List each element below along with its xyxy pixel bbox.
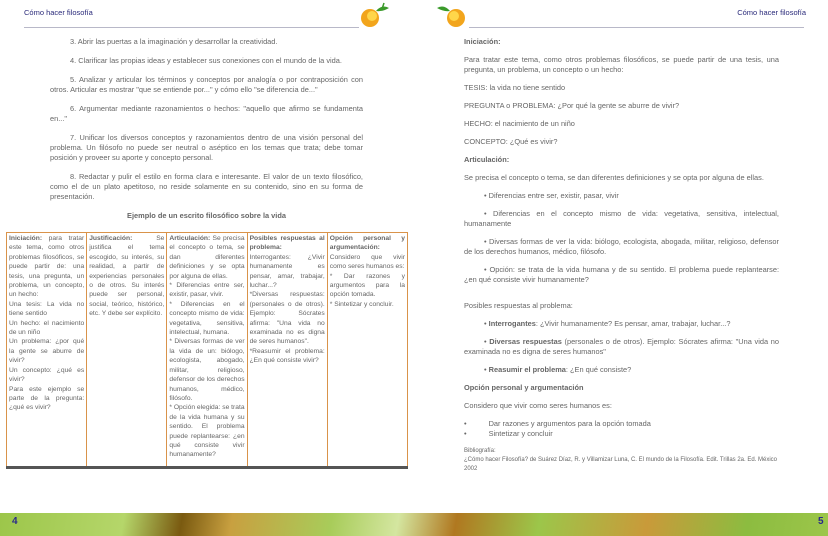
cell-text: para tratar este tema, como otros problemas filosóficos, se puede partir de: una tesis, una pregunta, un problema, un concepto, un hecho: Una tesis: La vida no tiene sentido Un hecho: el nacimiento de un niño Un problema: ¿por qué la gente se aburre de vivir? Un concepto: ¿qué es vivir? Para este ejemplo se parte de la pregunta: ¿qué es vivir?: [9, 235, 85, 412]
page-number-left: 4: [12, 516, 18, 527]
table-cell: [7, 233, 87, 468]
table-cell: [87, 233, 167, 468]
paragraph: CONCEPTO: ¿Qué es vivir?: [464, 137, 558, 146]
paragraph: Para tratar este tema, como otros problemas filosóficos, se puede partir de una tesis, una pregunta, un problema, un concepto o un hecho:: [464, 55, 779, 74]
cell-heading: Iniciación:: [9, 235, 43, 242]
paragraph: 5. Analizar y articular los términos y conceptos por analogía o por contraposición con otros. Articular es mostrar "que se entiende por..." y cómo ello "se diferencia de...": [50, 75, 363, 94]
bibliography-label: Bibliografía:: [464, 448, 496, 454]
paragraph: TESIS: la vida no tiene sentido: [464, 83, 566, 92]
bullet: • Diversas formas de ver la vida: biólogo, ecologista, abogada, militar, religioso, defensor de los derechos humanos, médico, filósofo.: [464, 237, 779, 256]
page-number-right: 5: [818, 516, 824, 527]
footer-band: [0, 513, 828, 536]
paragraph: 4. Clarificar las propias ideas y establecer sus conexiones con el mundo de la vida.: [70, 56, 342, 65]
paragraph: Se precisa el concepto o tema, se dan diferentes definiciones y se opta por alguna de ellas.: [464, 173, 764, 182]
list-item-text: Dar razones y argumentos para la opción tomada: [488, 419, 651, 428]
table-title: Ejemplo de un escrito filosófico sobre la vida: [127, 211, 286, 220]
list-item: • Sintetizar y concluir: [464, 429, 553, 438]
cell-heading: Justificación:: [89, 235, 133, 242]
section-heading: Opción personal y argumentación: [464, 383, 584, 392]
bold-term: Diversas respuestas: [489, 337, 562, 346]
paragraph: 6. Argumentar mediante razonamientos o hechos: "aquello que afirmo se fundamenta en...": [50, 104, 363, 123]
bold-term: Reasumir el problema: [488, 365, 566, 374]
paragraph: 8. Redactar y pulir el estilo en forma clara e interesante. El valor de un texto filosófico, como el de un plato apetitoso, no reside solamente en su contenido, sino en su forma de presentación.: [50, 172, 363, 201]
list-item-text: Sintetizar y concluir: [488, 429, 553, 438]
list-item: • Dar razones y argumentos para la opción tomada: [464, 419, 651, 428]
bullet: • Diferencias entre ser, existir, pasar, vivir: [484, 191, 619, 200]
bullet: • Diferencias en el concepto mismo de vida: vegetativa, sensitiva, intelectual, humanamente: [464, 209, 779, 228]
cell-heading: Posibles respuestas al problema:: [249, 235, 325, 252]
bullet-text: : ¿Vivir humanamente? Es pensar, amar, trabajar, luchar...?: [535, 319, 731, 328]
header-rule: [24, 27, 359, 28]
bullet: • Diversas respuestas (personales o de otros). Ejemplo: Sócrates afirma: "Una vida no examinada no es digna de seres humanos": [464, 337, 779, 356]
example-table: [6, 232, 408, 469]
orange-logo-icon: [360, 2, 390, 28]
cell-text: Se precisa el concepto o tema, se dan diferentes definiciones y se opta por alguna de ellas. * Diferencias entre ser, existir, pasar, vivir. * Diferencias en el concepto mismo de vida: vegetativa, sensitiva, intelectual, humana. * Diversas formas de ver la vida de un: biólogo, ecologista, abogado, militar, religioso, defensor de los derechos humanos, médico, filósofo. * Opción elegida: se trata de la vida humana y su sentido. El problema puede replantearse: ¿en qué consiste vivir humanamente?: [169, 235, 245, 459]
header-rule: [469, 27, 804, 28]
bullet-text: : ¿En qué consiste?: [565, 365, 632, 374]
bold-term: Interrogantes: [488, 319, 536, 328]
right-page: [414, 0, 828, 536]
running-header: Cómo hacer filosofía: [737, 8, 806, 17]
table-cell: [167, 233, 247, 468]
table-cell: [327, 233, 407, 468]
orange-logo-icon: [436, 2, 466, 28]
bullet: • Opción: se trata de la vida humana y de su sentido. El problema puede replantearse: ¿en qué consiste vivir humanamente?: [464, 265, 779, 284]
paragraph: 7. Unificar los diversos conceptos y razonamientos dentro de una visión personal del problema. Un filósofo no puede ser neutral o aséptico en los temas que trata; debe tomar posición y proveer su aporte y concepto personal.: [50, 133, 363, 162]
bullet: • Reasumir el problema: ¿En qué consiste?: [484, 365, 632, 374]
section-heading: Iniciación:: [464, 37, 501, 46]
paragraph: PREGUNTA o PROBLEMA: ¿Por qué la gente se aburre de vivir?: [464, 101, 680, 110]
cell-text: Interrogantes: ¿Vivir humanamente es pensar, amar, trabajar, luchar...? *Diversas respuestas: (personales o de otros). Ejemplo: Sócrates afirma: "Una vida no examinada no es digna de seres humanos". *Reasumir el problema: ¿En qué consiste vivir?: [249, 253, 325, 365]
paragraph: 3. Abrir las puertas a la imaginación y desarrollar la creatividad.: [70, 37, 278, 46]
cell-heading: Opción personal y argumentación:: [329, 235, 405, 252]
bibliography-text: ¿Cómo hacer Filosofía? de Suárez Díaz, R. y Villamizar Luna, C. El mundo de la Filosofía. Edit. Trillas 2a. Ed. México 2002: [464, 457, 778, 472]
cell-text: Se justifica el tema escogido, su interés, su realidad, a partir de experiencias personales o de otros. Su interés puede ser personal, social, teórico, histórico, etc. Y debe ser explícito.: [89, 235, 165, 318]
paragraph: Posibles respuestas al problema:: [464, 301, 573, 310]
paragraph: Considero que vivir como seres humanos es:: [464, 401, 612, 410]
running-header: Cómo hacer filosofía: [24, 8, 93, 17]
paragraph: HECHO: el nacimiento de un niño: [464, 119, 575, 128]
table-cell: [247, 233, 327, 468]
cell-heading: Articulación:: [169, 235, 211, 242]
bullet-text: (personales o de otros). Ejemplo: Sócrates afirma: "Una vida no examinada no es digna de seres humanos": [464, 337, 779, 356]
cell-text: Considero que vivir como seres humanos es: * Dar razones y argumentos para la opción tomada. * Sintetizar y concluir.: [329, 253, 405, 308]
bullet: • Interrogantes: ¿Vivir humanamente? Es pensar, amar, trabajar, luchar...?: [484, 319, 731, 328]
section-heading: Articulación:: [464, 155, 510, 164]
